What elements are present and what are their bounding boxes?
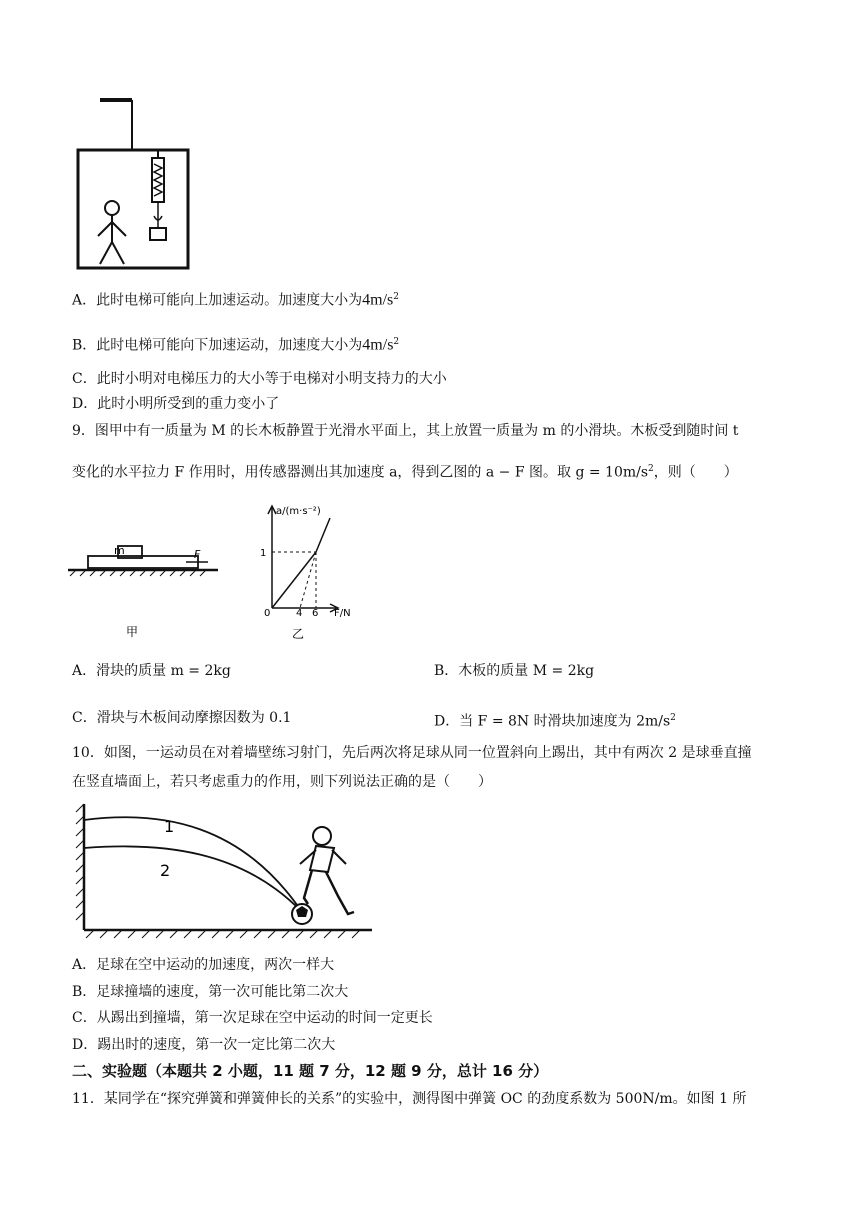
q8-option-a: A．此时电梯可能向上加速运动。加速度大小为$4m/s^2$: [72, 291, 399, 309]
svg-text:F: F: [194, 548, 201, 561]
svg-text:1: 1: [260, 548, 267, 559]
q8-option-c: C．此时小明对电梯压力的大小等于电梯对小明支持力的大小: [72, 371, 447, 387]
svg-text:6: 6: [312, 608, 319, 619]
svg-text:a/(m·s⁻²): a/(m·s⁻²): [276, 506, 321, 517]
q10-stem-line1: 10．如图，一运动员在对着墙壁练习射门，先后两次将足球从同一位置斜向上踢出，其中有两次 2 是球垂直撞: [72, 745, 752, 761]
q9-option-c: C．滑块与木板间动摩擦因数为 0.1: [72, 710, 292, 726]
q8-option-d: D．此时小明所受到的重力变小了: [72, 396, 280, 412]
q11-stem: 11．某同学在“探究弹簧和弹簧伸长的关系”的实验中，测得图中弹簧 OC 的劲度系数为 500N/m。如图 1 所: [72, 1091, 747, 1107]
q9-option-d: D．当 F = 8N 时滑块加速度为 $2m/s^2$: [434, 713, 676, 730]
q9-stem-line1: 9．图甲中有一质量为 M 的长木板静置于光滑水平面上，其上放置一质量为 m 的小滑块。木板受到随时间 t: [72, 423, 739, 439]
q8-option-b: B．此时电梯可能向下加速运动，加速度大小为$4m/s^2$: [72, 336, 400, 354]
q10-stem-line2: 在竖直墙面上，若只考虑重力的作用，则下列说法正确的是（ ）: [72, 774, 492, 790]
q10-option-d: D．踢出时的速度，第一次一定比第二次大: [72, 1037, 336, 1053]
svg-text:1: 1: [164, 817, 175, 836]
section-heading-experiments: 二、实验题（本题共 2 小题，11 题 7 分，12 题 9 分，总计 16 分）: [72, 1062, 549, 1080]
elevator-figure: [72, 92, 202, 274]
q9-option-a: A．滑块的质量 m = 2kg: [72, 663, 231, 679]
q10-option-c: C．从踢出到撞墙，第一次足球在空中运动的时间一定更长: [72, 1010, 433, 1026]
svg-text:F/N: F/N: [334, 608, 351, 619]
svg-text:甲: 甲: [126, 625, 139, 639]
a-f-graph: [254, 502, 374, 644]
svg-text:0: 0: [264, 608, 271, 619]
svg-text:乙: 乙: [292, 627, 305, 641]
q10-option-b: B．足球撞墙的速度，第一次可能比第二次大: [72, 984, 349, 1000]
q9-stem-line2: 变化的水平拉力 F 作用时，用传感器测出其加速度 a，得到乙图的 a − F 图。取 $g = 10m/s^2$，则（ ）: [72, 464, 738, 481]
svg-text:2: 2: [160, 861, 171, 880]
svg-text:m: m: [114, 544, 125, 557]
football-figure: [72, 800, 372, 942]
q10-option-a: A．足球在空中运动的加速度，两次一样大: [72, 957, 335, 973]
board-figure: [68, 530, 218, 642]
svg-text:4: 4: [296, 608, 303, 619]
q9-option-b: B．木板的质量 M = 2kg: [434, 663, 595, 679]
